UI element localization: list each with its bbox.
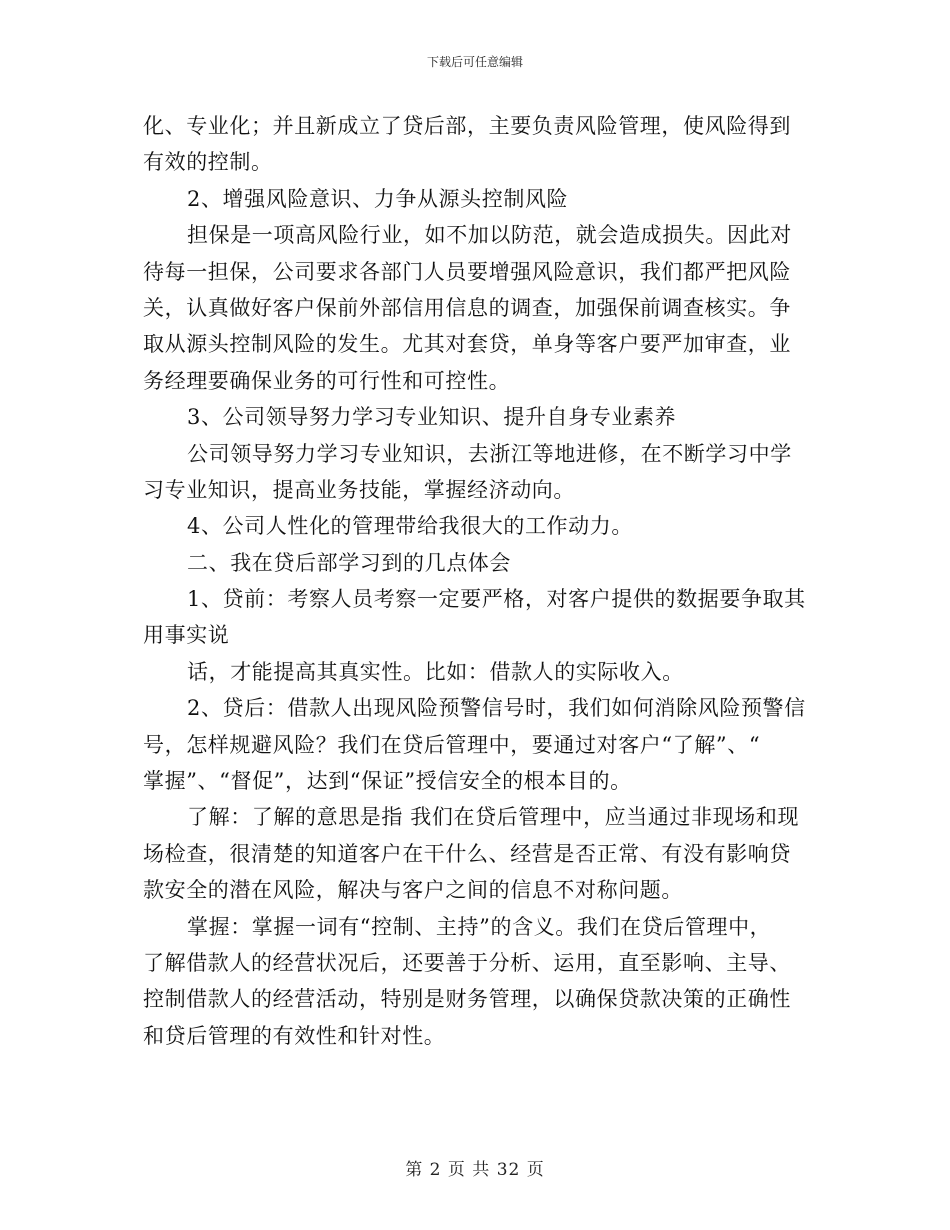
text-line: 控制借款人的经营活动，特别是财务管理，以确保贷款决策的正确性	[143, 987, 791, 1012]
text-line: 用事实说	[143, 623, 230, 648]
text-line: 2、增强风险意识、力争从源头控制风险	[187, 186, 569, 211]
text-line: 了解：了解的意思是指 我们在贷后管理中，应当通过非现场和现	[187, 805, 800, 830]
text-line: 化、专业化；并且新成立了贷后部，主要负责风险管理，使风险得到	[143, 114, 791, 138]
text-line: 2、贷后：借款人出现风险预警信号时，我们如何消除风险预警信	[187, 696, 806, 721]
text-line: 4、公司人性化的管理带给我很大的工作动力。	[187, 514, 633, 539]
text-line: 3、公司领导努力学习专业知识、提升自身专业素养	[187, 405, 677, 430]
text-line: 关，认真做好客户保前外部信用信息的调查，加强保前调查核实。争	[143, 295, 791, 320]
page-number: 第 2 页 共 32 页	[405, 1160, 545, 1180]
text-line: 1、贷前：考察人员考察一定要严格，对客户提供的数据要争取其	[187, 587, 806, 612]
page-header: 下载后可任意编辑	[426, 55, 523, 69]
text-line: 担保是一项高风险行业，如不加以防范，就会造成损失。因此对	[187, 223, 792, 248]
text-line: 了解借款人的经营状况后，还要善于分析、运用，直至影响、主导、	[143, 950, 791, 975]
text-line: 有效的控制。	[143, 150, 273, 175]
text-line: 掌握”、“督促”，达到“保证”授信安全的根本目的。	[143, 769, 632, 794]
text-line: 掌握：掌握一词有“控制、主持”的含义。我们在贷后管理中，	[187, 914, 772, 939]
text-line: 务经理要确保业务的可行性和可控性。	[143, 368, 511, 393]
text-line: 公司领导努力学习专业知识，去浙江等地进修，在不断学习中学	[187, 441, 792, 466]
text-line: 习专业知识，提高业务技能，掌握经济动向。	[143, 477, 575, 502]
text-line: 话，才能提高其真实性。比如：借款人的实际收入。	[187, 659, 684, 684]
text-line: 取从源头控制风险的发生。尤其对套贷，单身等客户要严加审查，业	[143, 332, 791, 357]
text-line: 待每一担保，公司要求各部门人员要增强风险意识，我们都严把风险	[143, 259, 791, 284]
text-line: 二、我在贷后部学习到的几点体会	[187, 550, 511, 575]
text-line: 和贷后管理的有效性和针对性。	[143, 1023, 446, 1048]
text-line: 号，怎样规避风险？我们在贷后管理中，要通过对客户“了解”、“	[143, 732, 761, 757]
document-body	[143, 108, 808, 1054]
text-line: 款安全的潜在风险，解决与客户之间的信息不对称问题。	[143, 878, 683, 903]
text-line: 场检查，很清楚的知道客户在干什么、经营是否正常、有没有影响贷	[143, 841, 791, 866]
